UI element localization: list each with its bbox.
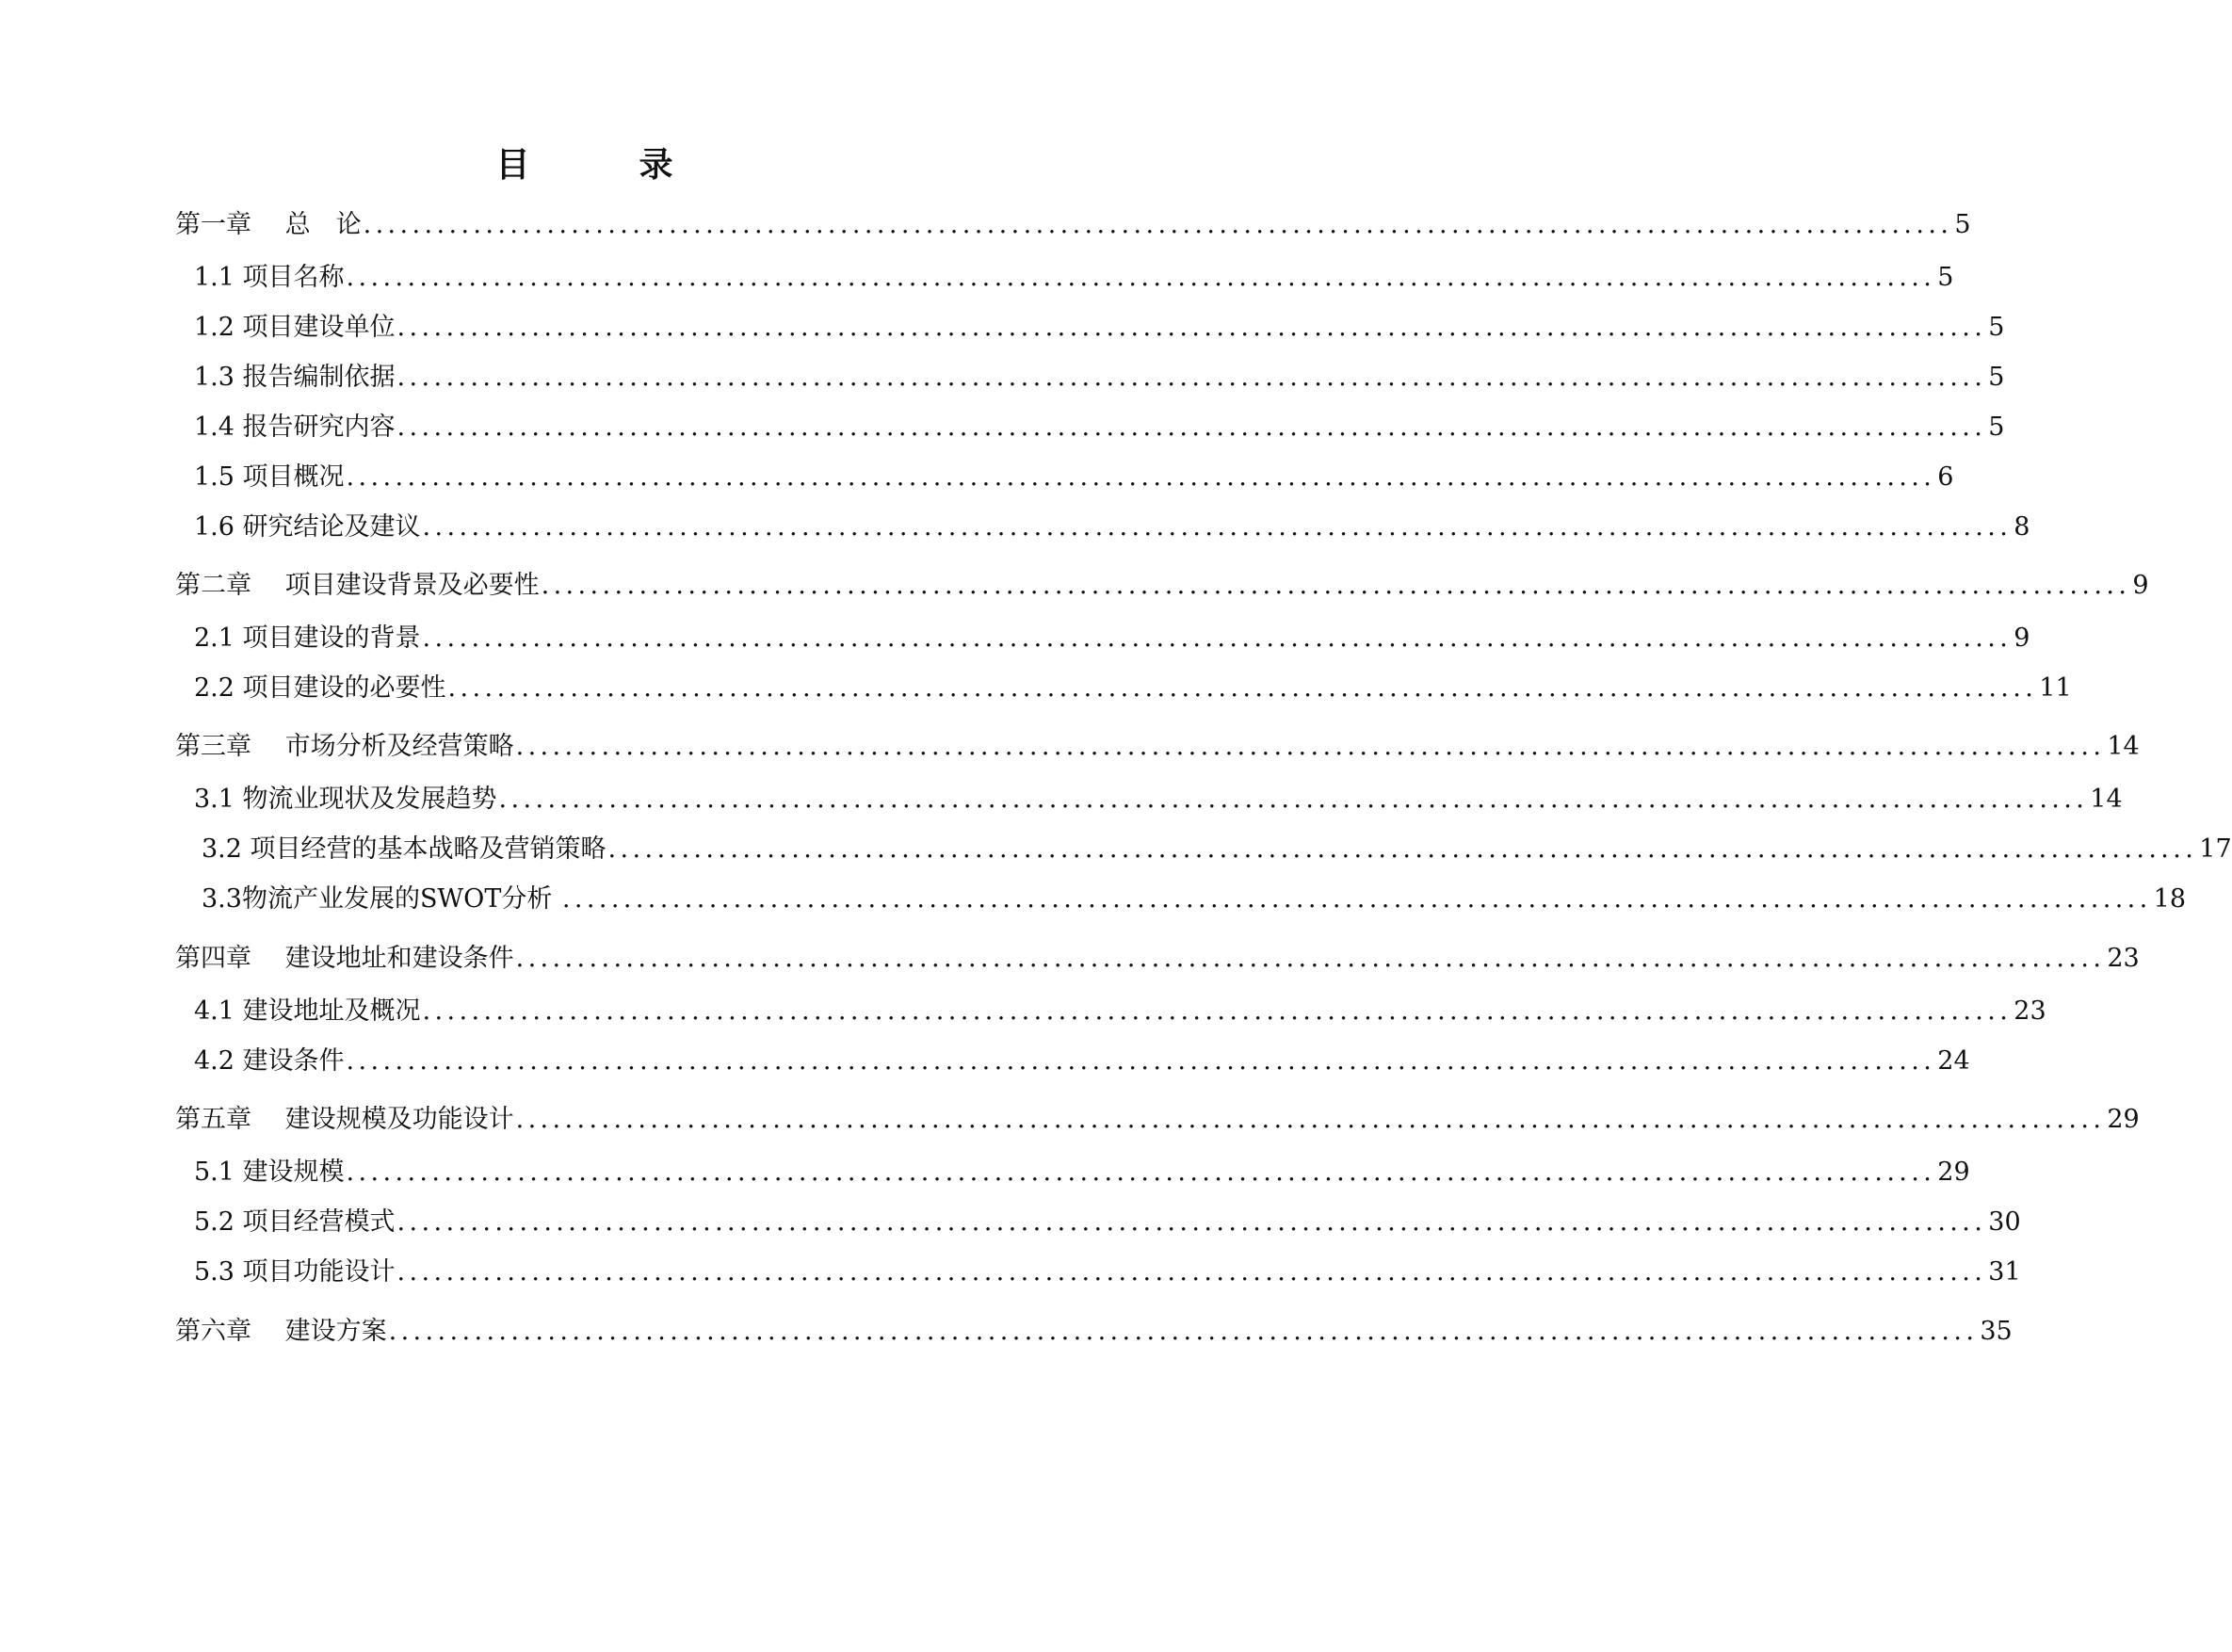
toc-entry-label: 2.1 项目建设的背景 bbox=[194, 624, 421, 653]
toc-entry-label: 3.1 物流业现状及发展趋势 bbox=[194, 785, 497, 814]
dot-leader: .................................................................................................................................. bbox=[346, 462, 1936, 492]
dot-leader: .................................................................................................................................. bbox=[363, 210, 1953, 239]
toc-title: 目 录 bbox=[495, 145, 711, 185]
toc-entry-label: 1.5 项目概况 bbox=[194, 462, 345, 492]
toc-page-number: 29 bbox=[1937, 1158, 1970, 1187]
toc-entry-label: 第五章 建设规模及功能设计 bbox=[175, 1105, 514, 1134]
toc-entry-label: 3.2 项目经营的基本战略及营销策略 bbox=[202, 834, 607, 864]
toc-entry-section-3-2[interactable] bbox=[202, 829, 2232, 866]
toc-entry-label: 4.1 建设地址及概况 bbox=[194, 996, 421, 1026]
toc-page-number: 8 bbox=[2014, 512, 2030, 542]
toc-entry-chapter-6[interactable] bbox=[175, 1311, 2013, 1349]
toc-entry-section-5-2[interactable] bbox=[194, 1202, 2021, 1239]
toc-entry-chapter-2[interactable] bbox=[175, 565, 2149, 603]
dot-leader: .................................................................................................................................. bbox=[515, 1105, 2106, 1134]
dot-leader: .................................................................................................................................. bbox=[346, 1046, 1936, 1076]
toc-entry-section-2-1[interactable] bbox=[194, 618, 2030, 656]
toc-entry-label: 1.2 项目建设单位 bbox=[194, 313, 396, 342]
dot-leader: .................................................................................................................................. bbox=[515, 732, 2106, 761]
toc-entry-label: 第一章 总 论 bbox=[175, 210, 362, 239]
toc-entry-label: 第四章 建设地址和建设条件 bbox=[175, 944, 514, 973]
dot-leader: .................................................................................................................................. bbox=[515, 944, 2106, 973]
toc-page-number: 24 bbox=[1937, 1046, 1970, 1076]
toc-entry-section-5-3[interactable] bbox=[194, 1252, 2021, 1289]
toc-page-number: 31 bbox=[1988, 1257, 2021, 1287]
dot-leader: .................................................................................................................................. bbox=[396, 1207, 1987, 1237]
toc-page-number: 5 bbox=[1988, 413, 2005, 442]
dot-leader: .................................................................................................................................. bbox=[607, 834, 2198, 864]
toc-entry-label: 第六章 建设方案 bbox=[175, 1317, 387, 1346]
toc-entry-section-1-3[interactable] bbox=[194, 357, 2005, 395]
toc-page-number: 6 bbox=[1937, 462, 1954, 492]
toc-page-number: 30 bbox=[1988, 1207, 2021, 1237]
toc-entry-chapter-1[interactable] bbox=[175, 204, 1971, 242]
toc-entry-label: 4.2 建设条件 bbox=[194, 1046, 345, 1076]
toc-entry-label: 第二章 项目建设背景及必要性 bbox=[175, 571, 540, 600]
dot-leader: .................................................................................................................................. bbox=[396, 413, 1987, 442]
toc-page-number: 35 bbox=[1980, 1317, 2013, 1346]
toc-entry-section-1-2[interactable] bbox=[194, 307, 2005, 345]
dot-leader: .................................................................................................................................. bbox=[422, 996, 2013, 1026]
toc-page-number: 5 bbox=[1937, 263, 1954, 292]
toc-page-number: 5 bbox=[1954, 210, 1971, 239]
toc-entry-section-4-2[interactable] bbox=[194, 1041, 1970, 1078]
dot-leader: .................................................................................................................................. bbox=[396, 1257, 1987, 1287]
toc-page-number: 5 bbox=[1988, 363, 2005, 392]
dot-leader: .................................................................................................................................. bbox=[422, 512, 2013, 542]
dot-leader: .................................................................................................................................. bbox=[422, 624, 2013, 653]
toc-entry-chapter-5[interactable] bbox=[175, 1099, 2140, 1137]
dot-leader: .................................................................................................................................. bbox=[561, 884, 2152, 914]
toc-entry-label: 5.1 建设规模 bbox=[194, 1158, 345, 1187]
dot-leader: .................................................................................................................................. bbox=[396, 313, 1987, 342]
toc-page-number: 14 bbox=[2090, 785, 2123, 814]
toc-page-number: 18 bbox=[2153, 884, 2187, 914]
toc-entry-section-5-1[interactable] bbox=[194, 1152, 1970, 1190]
toc-entry-section-4-1[interactable] bbox=[194, 991, 2046, 1028]
dot-leader: .................................................................................................................................. bbox=[447, 673, 2038, 703]
toc-page-number: 11 bbox=[2039, 673, 2072, 703]
toc-entry-label: 1.3 报告编制依据 bbox=[194, 363, 396, 392]
dot-leader: .................................................................................................................................. bbox=[396, 363, 1987, 392]
toc-page-number: 23 bbox=[2014, 996, 2046, 1026]
toc-page-number: 23 bbox=[2107, 944, 2140, 973]
toc-entry-section-1-1[interactable] bbox=[194, 257, 1954, 295]
dot-leader: .................................................................................................................................. bbox=[388, 1317, 1979, 1346]
toc-page-number: 9 bbox=[2014, 624, 2030, 653]
toc-entry-section-3-3[interactable] bbox=[202, 879, 2187, 916]
toc-page-number: 29 bbox=[2107, 1105, 2140, 1134]
toc-entry-chapter-3[interactable] bbox=[175, 726, 2140, 764]
toc-entry-section-1-6[interactable] bbox=[194, 507, 2030, 544]
toc-entry-label: 2.2 项目建设的必要性 bbox=[194, 673, 446, 703]
toc-entry-label: 1.6 研究结论及建议 bbox=[194, 512, 421, 542]
toc-page-number: 17 bbox=[2199, 834, 2232, 864]
toc-page-number: 14 bbox=[2107, 732, 2140, 761]
toc-entry-label: 1.1 项目名称 bbox=[194, 263, 345, 292]
toc-entry-label: 1.4 报告研究内容 bbox=[194, 413, 396, 442]
toc-entry-label: 第三章 市场分析及经营策略 bbox=[175, 732, 514, 761]
toc-entry-section-2-2[interactable] bbox=[194, 668, 2072, 705]
toc-page-number: 5 bbox=[1988, 313, 2005, 342]
toc-entry-section-1-4[interactable] bbox=[194, 407, 2005, 445]
dot-leader: .................................................................................................................................. bbox=[346, 263, 1936, 292]
toc-entry-label: 5.2 项目经营模式 bbox=[194, 1207, 396, 1237]
toc-page-number: 9 bbox=[2132, 571, 2149, 600]
toc-entry-label: 5.3 项目功能设计 bbox=[194, 1257, 396, 1287]
dot-leader: .................................................................................................................................. bbox=[541, 571, 2131, 600]
toc-entry-chapter-4[interactable] bbox=[175, 938, 2140, 976]
toc-entry-label: 3.3物流产业发展的SWOT分析 bbox=[202, 884, 560, 914]
toc-entry-section-1-5[interactable] bbox=[194, 457, 1954, 494]
dot-leader: .................................................................................................................................. bbox=[346, 1158, 1936, 1187]
toc-entry-section-3-1[interactable] bbox=[194, 779, 2123, 817]
dot-leader: .................................................................................................................................. bbox=[498, 785, 2089, 814]
